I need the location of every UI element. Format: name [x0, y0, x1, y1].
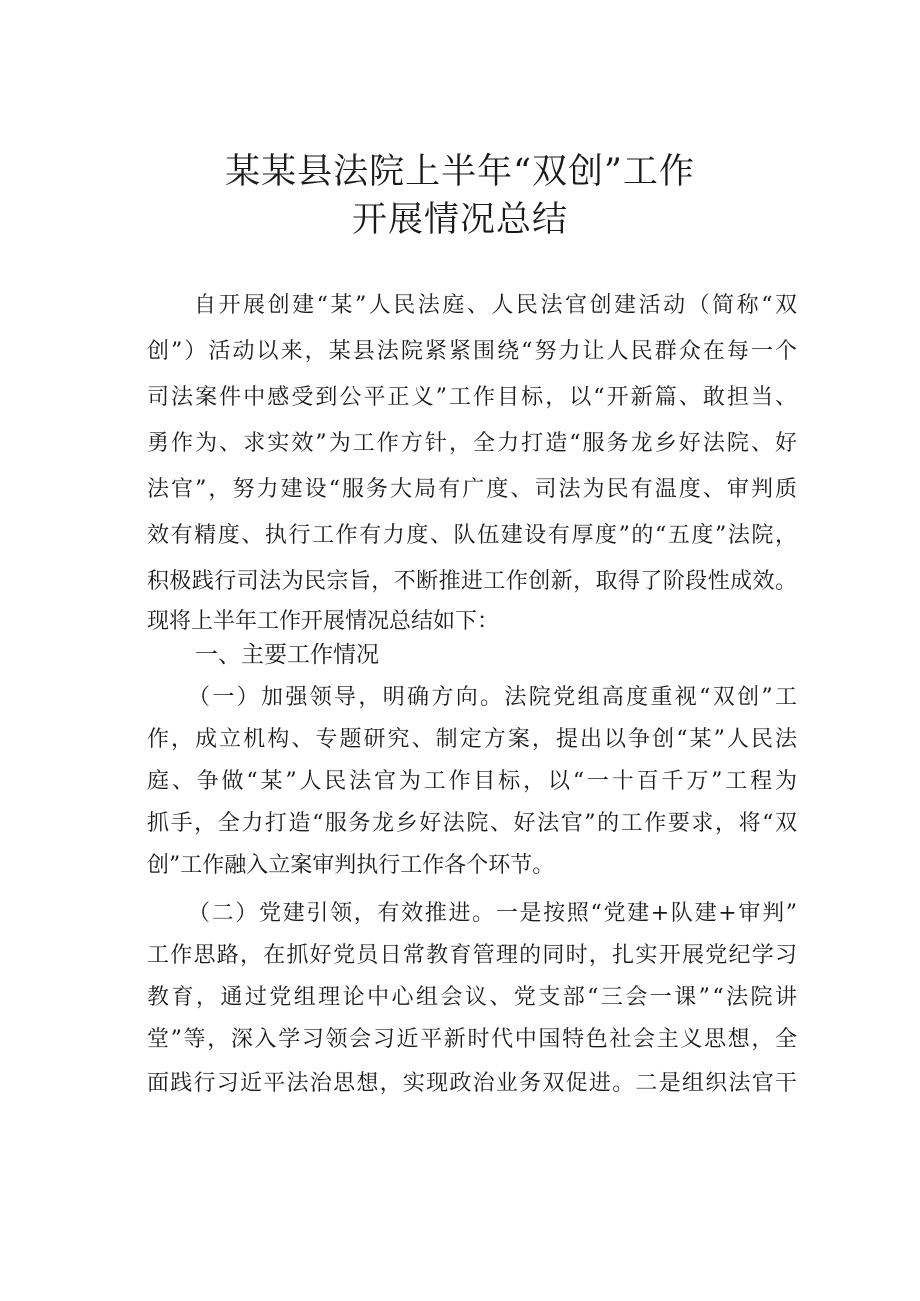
- para2-line: 面践行习近平法治思想，实现政治业务双促进。二是组织法官干: [147, 1071, 799, 1096]
- para2-line: 堂”等，深入学习领会习近平新时代中国特色社会主义思想，全: [147, 1027, 799, 1052]
- intro-line: 自开展创建“某”人民法庭、人民法官创建活动（简称“双: [194, 293, 800, 318]
- para1-line: 抓手，全力打造“服务龙乡好法院、好法官”的工作要求，将“双: [147, 811, 799, 836]
- intro-line: 现将上半年工作开展情况总结如下：: [147, 609, 500, 634]
- intro-line: 司法案件中感受到公平正义”工作目标，以“开新篇、敢担当、: [147, 385, 800, 410]
- intro-line: 创”）活动以来，某县法院紧紧围绕“努力让人民群众在每一个: [147, 339, 800, 364]
- para2-line: （二）党建引领，有效推进。一是按照“党建+队建+审判”: [188, 901, 799, 926]
- para1-line: （一）加强领导，明确方向。法院党组高度重视“双创”工: [188, 685, 800, 710]
- para1-line: 作，成立机构、专题研究、制定方案，提出以争创“某”人民法: [147, 727, 800, 752]
- intro-line: 法官”，努力建设“服务大局有广度、司法为民有温度、审判质: [147, 477, 800, 502]
- para2-line: 工作思路，在抓好党员日常教育管理的同时，扎实开展党纪学习: [147, 943, 799, 968]
- document-title-line-1: 某某县法院上半年“双创”工作: [225, 152, 695, 192]
- document-title-line-2: 开展情况总结: [351, 200, 568, 240]
- section-heading: 一、主要工作情况: [195, 642, 379, 668]
- intro-line: 效有精度、执行工作有力度、队伍建设有厚度”的“五度”法院，: [147, 523, 799, 548]
- intro-line: 勇作为、求实效”为工作方针，全力打造“服务龙乡好法院、好: [147, 431, 800, 456]
- para2-line: 教育，通过党组理论中心组会议、党支部“三会一课”“法院讲: [147, 985, 800, 1010]
- para1-line: 庭、争做“某”人民法官为工作目标，以“一十百千万”工程为: [147, 769, 800, 794]
- intro-line: 积极践行司法为民宗旨，不断推进工作创新，取得了阶段性成效。: [147, 569, 798, 594]
- para1-line: 创”工作融入立案审判执行工作各个环节。: [147, 853, 555, 878]
